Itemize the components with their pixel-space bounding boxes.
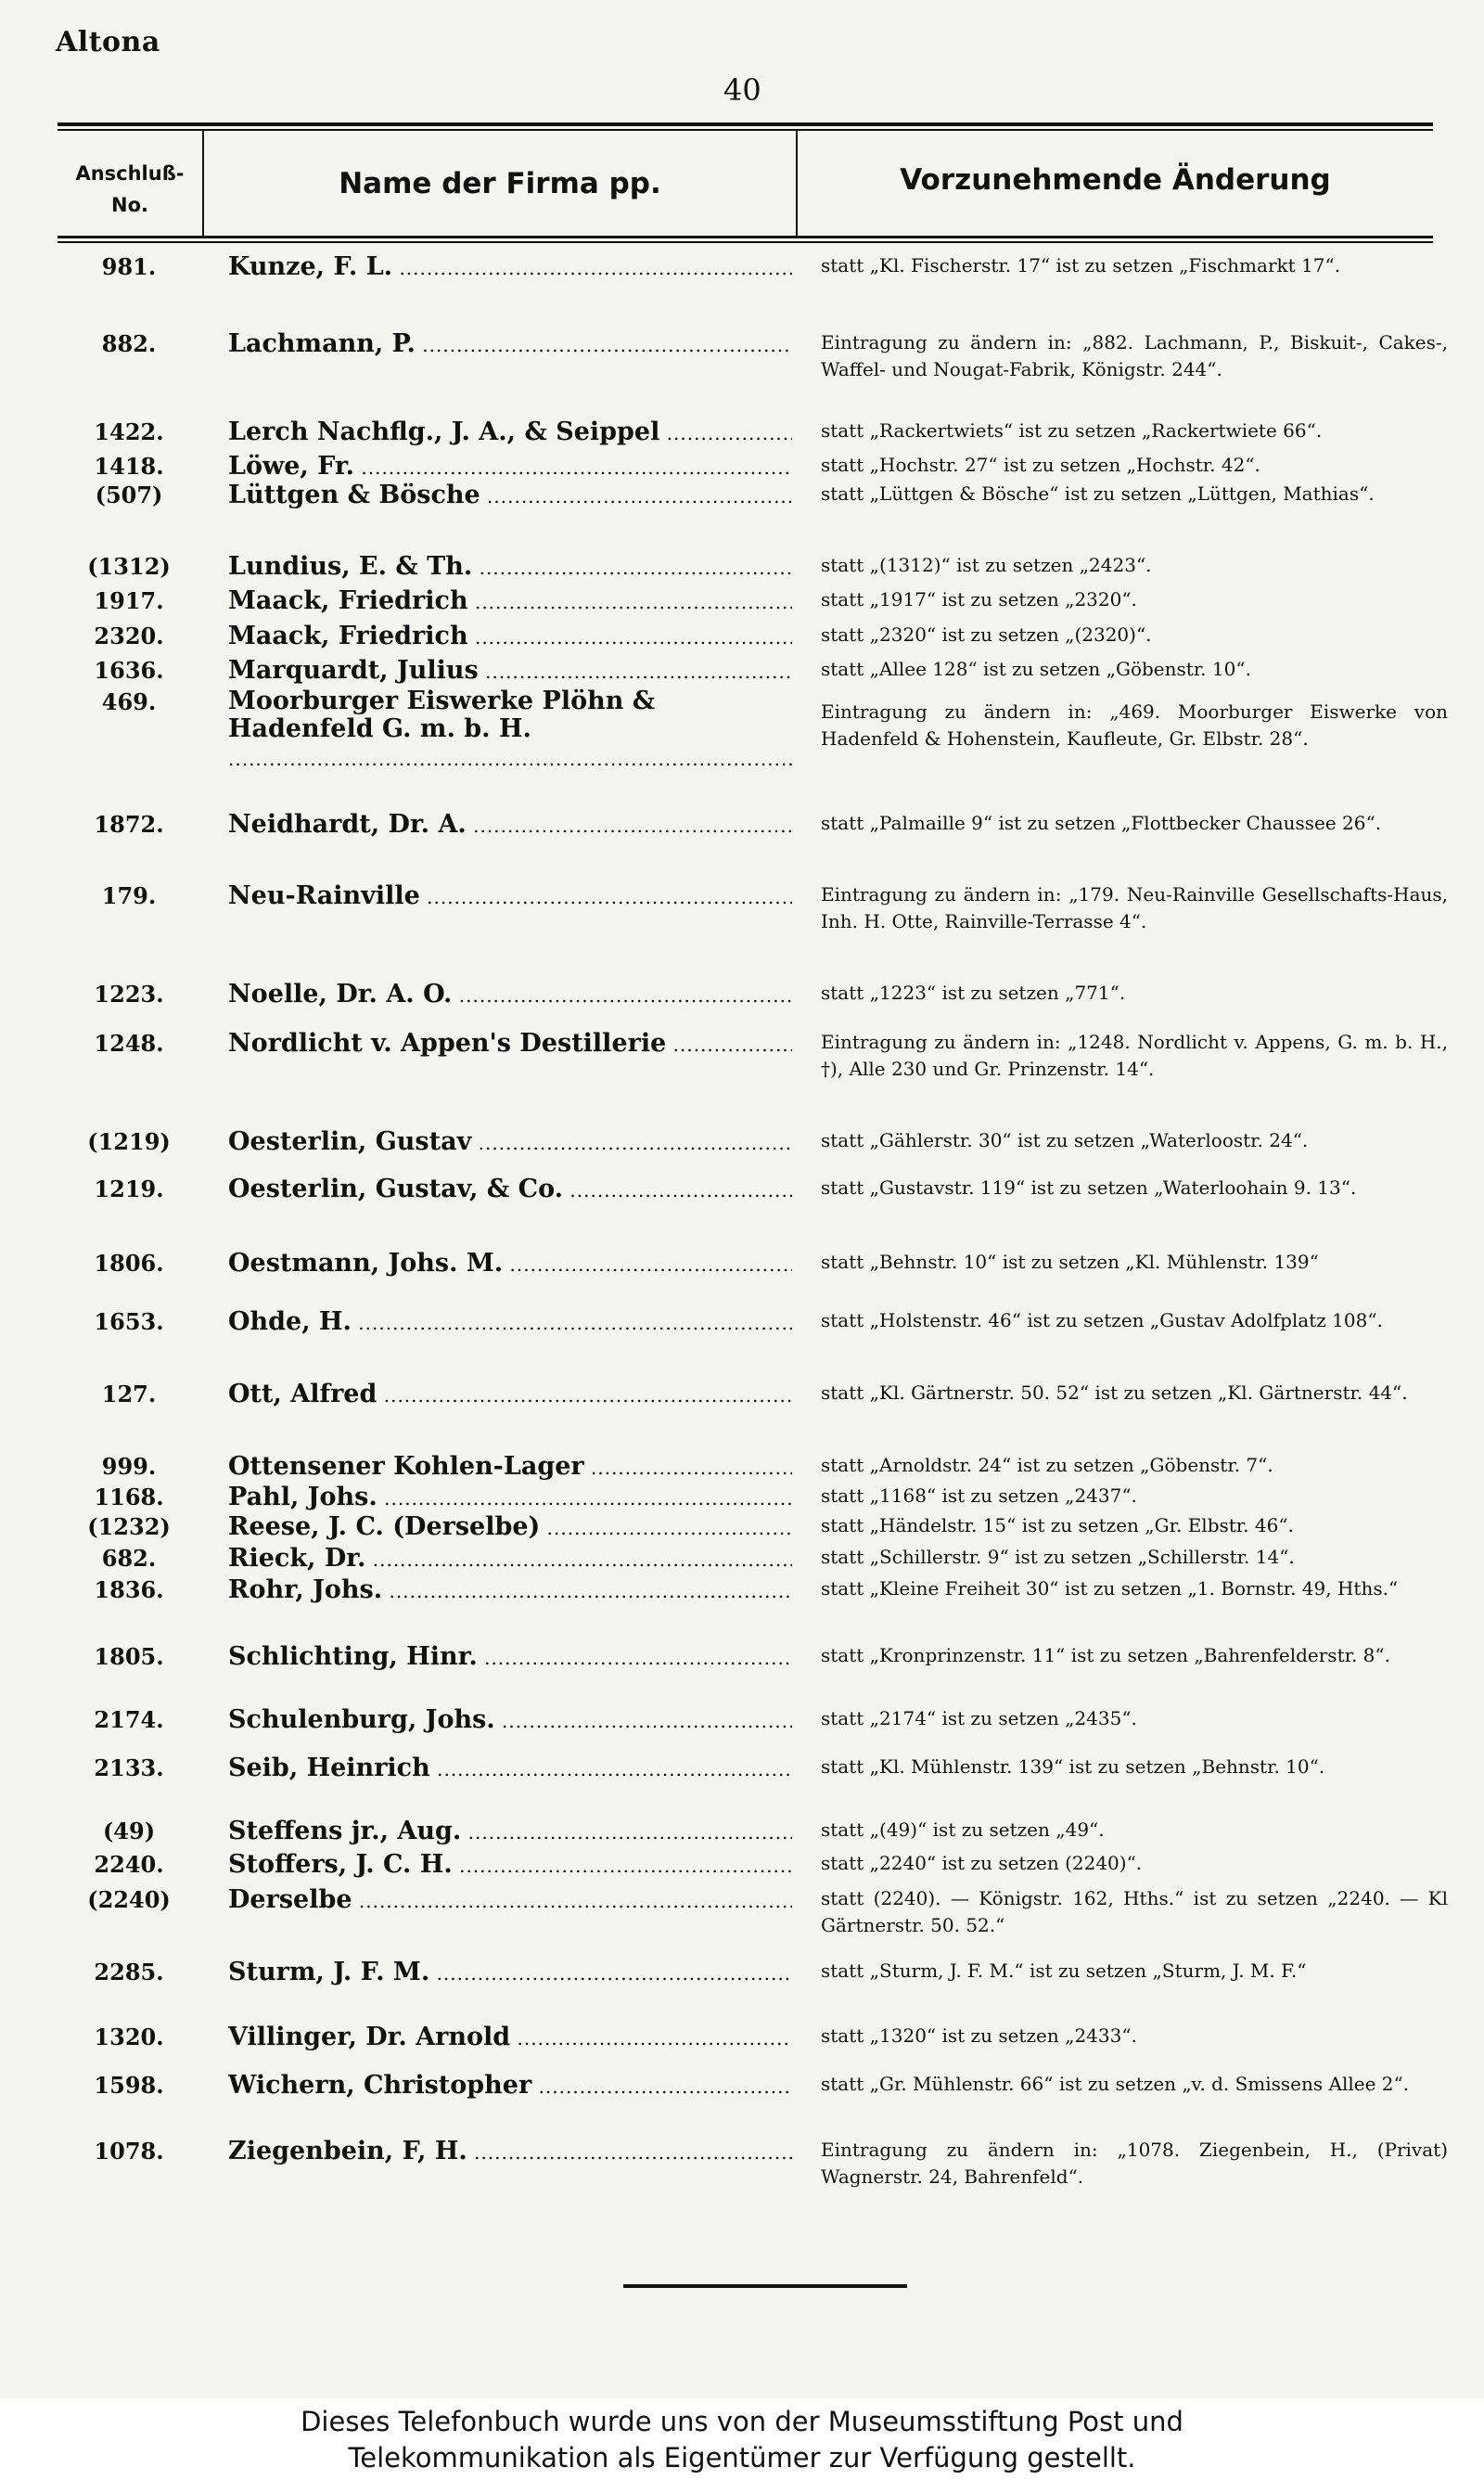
change-note: Eintragung zu ändern in: „882. Lachmann, P., Biskuit-, Cakes-, Waffel- und Nougat-Fabrik, Königstr. 244“. xyxy=(821,331,1448,380)
subscriber-number: 1078. xyxy=(94,2138,164,2165)
column-header-change: Vorzunehmende Änderung xyxy=(900,163,1331,197)
change-note: statt (2240). — Königstr. 162, Hths.“ ist zu setzen „2240. — Kl Gärtnerstr. 50. 52.“ xyxy=(821,1887,1448,1936)
change-note: statt „2320“ ist zu setzen „(2320)“. xyxy=(821,623,1152,646)
change-note: statt „Sturm, J. F. M.“ ist zu setzen „Sturm, J. M. F.“ xyxy=(821,1960,1307,1982)
footer-line-1: Dieses Telefonbuch wurde uns von der Museumsstiftung Post und xyxy=(301,2406,1183,2437)
change-note: statt „Palmaille 9“ ist zu setzen „Flottbecker Chaussee 26“. xyxy=(821,812,1382,834)
subscriber-number: (49) xyxy=(102,1818,156,1844)
subscriber-number: 1872. xyxy=(94,811,164,838)
firm-name: Ott, Alfred ..... xyxy=(228,1380,792,1410)
firm-name: Lundius, E. & Th. ..... xyxy=(228,552,792,583)
firm-name: Villinger, Dr. Arnold ..... xyxy=(228,2023,792,2053)
subscriber-number: 1653. xyxy=(94,1308,164,1335)
firm-name: Pahl, Johs. ..... xyxy=(228,1483,792,1513)
subscriber-number: 2174. xyxy=(94,1706,164,1733)
subscriber-number: 1806. xyxy=(94,1250,164,1277)
subscriber-number: 469. xyxy=(101,688,157,715)
change-note: Eintragung zu ändern in: „179. Neu-Rainville Gesellschafts-Haus, Inh. H. Otte, Rainville-Terrasse 4“. xyxy=(821,883,1448,932)
change-note: statt „(1312)“ ist zu setzen „2423“. xyxy=(821,554,1152,576)
change-note: statt „Kl. Mühlenstr. 139“ ist zu setzen „Behnstr. 10“. xyxy=(821,1755,1325,1778)
firm-name: Lachmann, P. ..... xyxy=(228,329,792,360)
subscriber-number: (1219) xyxy=(87,1128,171,1155)
column-header-name: Name der Firma pp. xyxy=(339,167,661,200)
firm-name: Oestmann, Johs. M. ..... xyxy=(228,1249,792,1279)
change-note: statt „Holstenstr. 46“ ist zu setzen „Gustav Adolfplatz 108“. xyxy=(821,1309,1383,1331)
firm-name: Neidhardt, Dr. A. ..... xyxy=(228,810,792,841)
subscriber-number: 179. xyxy=(101,882,157,909)
firm-name: Löwe, Fr. ..... xyxy=(228,452,792,482)
change-note: statt „1320“ ist zu setzen „2433“. xyxy=(821,2024,1137,2047)
column-header-number-text: Anschluß- No. xyxy=(75,162,185,216)
change-note: statt „Gustavstr. 119“ ist zu setzen „Waterloohain 9. 13“. xyxy=(821,1176,1357,1199)
change-note: Eintragung zu ändern in: „1078. Ziegenbein, H., (Privat) Wagnerstr. 24, Bahrenfeld“. xyxy=(821,2139,1448,2188)
firm-name: Maack, Friedrich ..... xyxy=(228,622,792,652)
change-note: statt „Arnoldstr. 24“ ist zu setzen „Göbenstr. 7“. xyxy=(821,1454,1273,1476)
firm-name: Derselbe ..... xyxy=(228,1885,792,1916)
firm-name: Schlichting, Hinr. ..... xyxy=(228,1642,792,1673)
firm-name: Rohr, Johs. ..... xyxy=(228,1575,792,1606)
change-note: statt „Gr. Mühlenstr. 66“ ist zu setzen „v. d. Smissens Allee 2“. xyxy=(821,2073,1410,2095)
subscriber-number: 2320. xyxy=(94,623,164,649)
firm-name: Lerch Nachflg., J. A., & Seippel ..... xyxy=(228,418,792,448)
subscriber-number: (1312) xyxy=(87,553,171,580)
firm-name: Steffens jr., Aug. ..... xyxy=(228,1817,792,1847)
firm-name: Nordlicht v. Appen's Destillerie ..... xyxy=(228,1029,792,1060)
subscriber-number: 1917. xyxy=(94,587,164,614)
change-note: statt „Gählerstr. 30“ ist zu setzen „Waterloostr. 24“. xyxy=(821,1129,1309,1151)
firm-name: Ziegenbein, F, H. ..... xyxy=(228,2137,792,2167)
firm-name: Wichern, Christopher ..... xyxy=(228,2071,792,2101)
firm-name: Oesterlin, Gustav, & Co. ..... xyxy=(228,1175,792,1205)
change-note: statt „Lüttgen & Bösche“ ist zu setzen „Lüttgen, Mathias“. xyxy=(821,482,1375,505)
change-note: statt „1917“ ist zu setzen „2320“. xyxy=(821,588,1137,610)
subscriber-number: (1232) xyxy=(87,1513,171,1540)
subscriber-number: 1168. xyxy=(94,1484,164,1510)
change-note: statt „Allee 128“ ist zu setzen „Göbenstr. 10“. xyxy=(821,658,1251,680)
subscriber-number: 2240. xyxy=(94,1851,164,1878)
firm-name: Noelle, Dr. A. O. ..... xyxy=(228,980,792,1010)
firm-name: Moorburger Eiswerke Plöhn & Hadenfeld G. m. b. H. ..... xyxy=(228,687,792,773)
firm-name: Schulenburg, Johs. ..... xyxy=(228,1705,792,1736)
change-note: statt „1168“ ist zu setzen „2437“. xyxy=(821,1484,1137,1507)
firm-name: Lüttgen & Bösche ..... xyxy=(228,481,792,511)
change-note: statt „Kronprinzenstr. 11“ ist zu setzen „Bahrenfelderstr. 8“. xyxy=(821,1644,1390,1666)
subscriber-number: 2285. xyxy=(94,1959,164,1985)
firm-name: Kunze, F. L. ..... xyxy=(228,252,792,283)
change-note: statt „Kl. Fischerstr. 17“ ist zu setzen „Fischmarkt 17“. xyxy=(821,254,1341,276)
firm-name: Sturm, J. F. M. ..... xyxy=(228,1958,792,1988)
change-note: statt „Behnstr. 10“ ist zu setzen „Kl. Mühlenstr. 139“ xyxy=(821,1251,1319,1273)
footer-notice xyxy=(0,2398,1484,2480)
change-note: statt „Händelstr. 15“ ist zu setzen „Gr. Elbstr. 46“. xyxy=(821,1514,1294,1536)
change-note: statt „2174“ ist zu setzen „2435“. xyxy=(821,1707,1137,1729)
page-number: 40 xyxy=(723,72,761,108)
change-note: statt „(49)“ ist zu setzen „49“. xyxy=(821,1818,1105,1841)
firm-name: Reese, J. C. (Derselbe) ..... xyxy=(228,1512,792,1543)
subscriber-number: 1248. xyxy=(94,1030,164,1057)
firm-name: Rieck, Dr. ..... xyxy=(228,1544,792,1574)
end-rule xyxy=(623,2284,907,2288)
subscriber-number: 882. xyxy=(101,330,157,357)
subscriber-number: (2240) xyxy=(87,1886,171,1913)
subscriber-number: 1836. xyxy=(94,1576,164,1603)
subscriber-number: (507) xyxy=(95,482,163,508)
footer-line-2: Telekommunikation als Eigentümer zur Verfügung gestellt. xyxy=(348,2442,1136,2474)
change-note: Eintragung zu ändern in: „1248. Nordlicht v. Appens, G. m. b. H., †), Alle 230 und Gr. Prinzenstr. 14“. xyxy=(821,1031,1448,1080)
subscriber-number: 2133. xyxy=(94,1754,164,1781)
change-note: statt „Schillerstr. 9“ ist zu setzen „Schillerstr. 14“. xyxy=(821,1546,1295,1568)
subscriber-number: 1223. xyxy=(94,981,164,1008)
firm-name: Stoffers, J. C. H. ..... xyxy=(228,1850,792,1881)
subscriber-number: 1418. xyxy=(94,453,164,480)
subscriber-number: 1219. xyxy=(94,1176,164,1202)
subscriber-number: 1320. xyxy=(94,2024,164,2050)
header-rule xyxy=(58,236,1433,238)
firm-name: Ottensener Kohlen-Lager ..... xyxy=(228,1452,792,1483)
firm-name: Seib, Heinrich ..... xyxy=(228,1754,792,1784)
header-rule-thin xyxy=(58,241,1433,243)
subscriber-number: 981. xyxy=(101,253,157,280)
change-note: statt „Hochstr. 27“ ist zu setzen „Hochstr. 42“. xyxy=(821,454,1260,476)
top-rule-thin xyxy=(58,129,1433,131)
subscriber-number: 1805. xyxy=(94,1643,164,1670)
top-rule xyxy=(58,122,1433,126)
firm-name: Neu-Rainville ..... xyxy=(228,881,792,912)
change-note: Eintragung zu ändern in: „469. Moorburger Eiswerke von Hadenfeld & Hohenstein, Kaufleute, Gr. Elbstr. 28“. xyxy=(821,700,1448,750)
firm-name: Marquardt, Julius ..... xyxy=(228,656,792,687)
change-note: statt „2240“ ist zu setzen (2240)“. xyxy=(821,1852,1143,1874)
firm-name: Ohde, H. ..... xyxy=(228,1307,792,1338)
subscriber-number: 1422. xyxy=(94,418,164,445)
subscriber-number: 682. xyxy=(101,1545,157,1572)
subscriber-number: 1598. xyxy=(94,2072,164,2099)
subscriber-number: 1636. xyxy=(94,657,164,684)
subscriber-number: 999. xyxy=(101,1453,157,1480)
firm-name: Oesterlin, Gustav ..... xyxy=(228,1127,792,1158)
change-note: statt „Kleine Freiheit 30“ ist zu setzen „1. Bornstr. 49, Hths.“ xyxy=(821,1577,1399,1600)
column-header-number xyxy=(58,158,202,221)
running-head: Altona xyxy=(56,26,160,58)
change-note: statt „1223“ ist zu setzen „771“. xyxy=(821,982,1126,1004)
subscriber-number: 127. xyxy=(101,1381,157,1407)
firm-name: Maack, Friedrich ..... xyxy=(228,586,792,617)
change-note: statt „Kl. Gärtnerstr. 50. 52“ ist zu setzen „Kl. Gärtnerstr. 44“. xyxy=(821,1381,1408,1404)
change-note: statt „Rackertwiets“ ist zu setzen „Rackertwiete 66“. xyxy=(821,419,1323,442)
